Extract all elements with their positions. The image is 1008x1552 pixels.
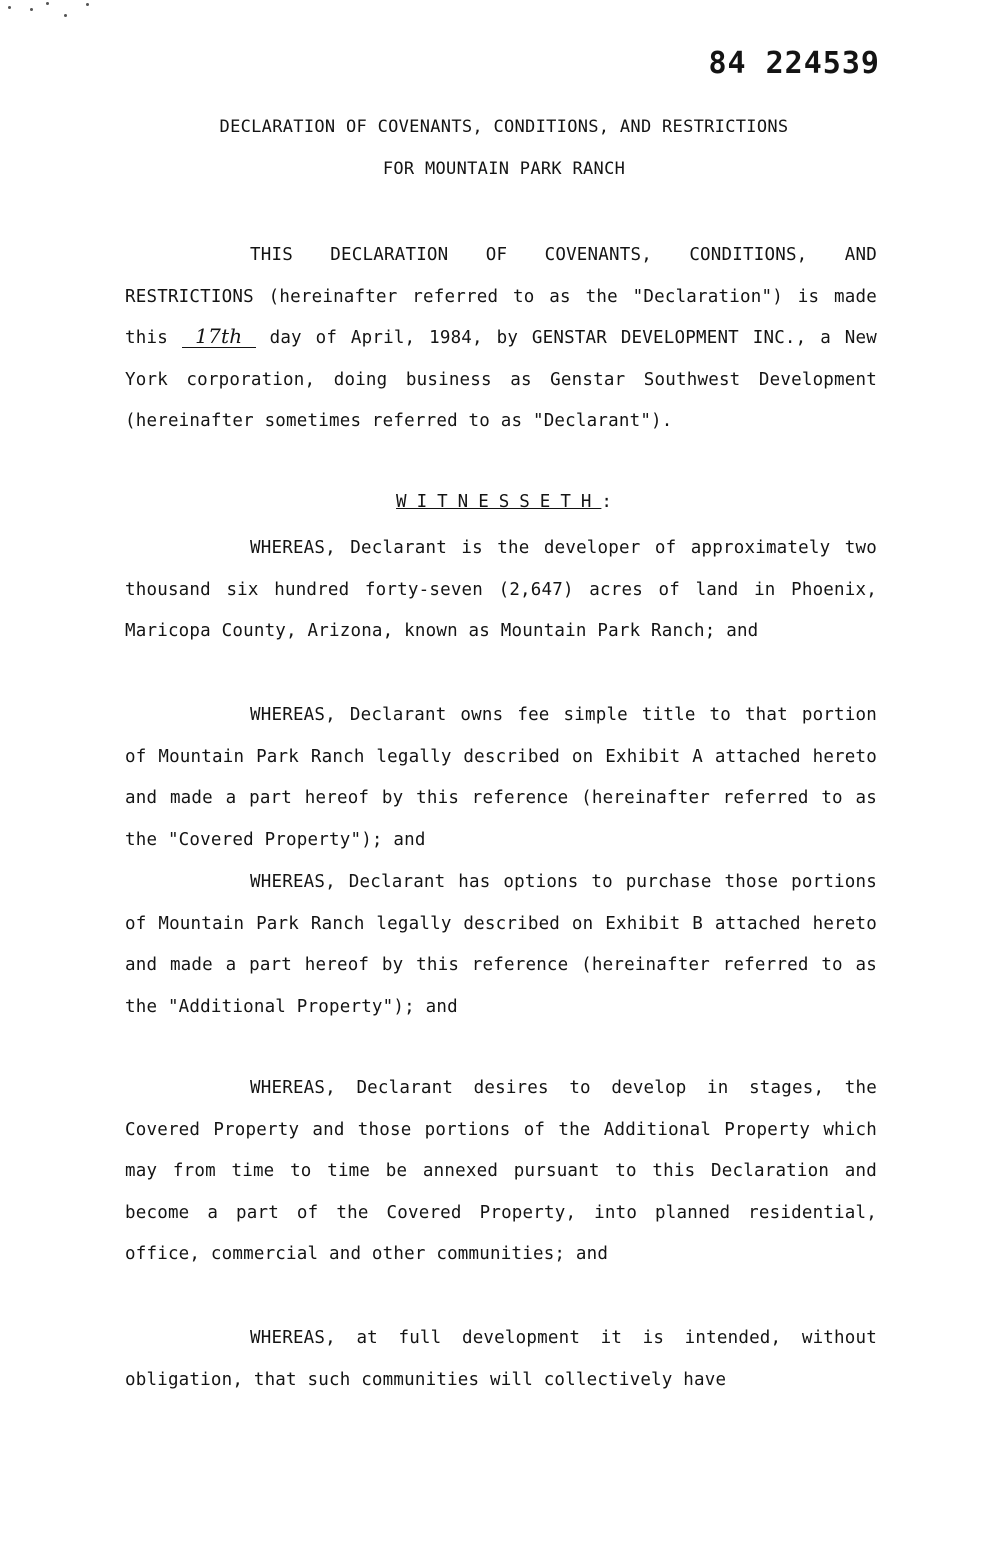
preamble-text-after-date: day of April, 1984, by GENSTAR DEVELOPMENT INC., a New York corporation, doing business as Genstar Southwest Development (hereinafter sometimes referred to as "Declarant"). (125, 328, 877, 431)
recital-paragraph (125, 862, 877, 1028)
witnesseth-colon: : (601, 492, 612, 512)
recital-text: WHEREAS, Declarant has options to purchase those portions of Mountain Park Ranch legally described on Exhibit B attached hereto and made a part hereof by this reference (hereinafter referred to as the "Additional Property"); and (125, 872, 877, 1017)
scan-speck (64, 14, 67, 17)
recital-paragraph (125, 695, 877, 861)
handwritten-date: 17th (182, 325, 256, 348)
recital-text: WHEREAS, Declarant is the developer of approximately two thousand six hundred forty-seven (2,647) acres of land in Phoenix, Maricopa County, Arizona, known as Mountain Park Ranch; and (125, 538, 877, 641)
witnesseth-heading (0, 492, 1008, 512)
recital-paragraph (125, 528, 877, 653)
preamble-text-before-date: THIS DECLARATION OF COVENANTS, CONDITIONS, AND RESTRICTIONS (hereinafter referred to as the "Declaration") is made this (125, 245, 877, 348)
recital-text: WHEREAS, Declarant desires to develop in stages, the Covered Property and those portions of the Additional Property which may from time to time be annexed pursuant to this Declaration and become a part of the Covered Property, into planned residential, office, commercial and other communities; and (125, 1078, 877, 1264)
scan-speck (86, 3, 89, 6)
recital-paragraph (125, 1068, 877, 1276)
scan-speck (8, 6, 11, 9)
recital-paragraph (125, 1318, 877, 1401)
preamble-paragraph (125, 235, 877, 443)
recital-text: WHEREAS, at full development it is intended, without obligation, that such communities will collectively have (125, 1328, 877, 1390)
document-number: 84 224539 (708, 46, 880, 81)
recital-text: WHEREAS, Declarant owns fee simple title to that portion of Mountain Park Ranch legally described on Exhibit A attached hereto and made a part hereof by this reference (hereinafter referred to as the "Covered Property"); and (125, 705, 877, 850)
scan-speck (46, 2, 49, 5)
scan-speck (30, 8, 33, 11)
witnesseth-word: WITNESSETH (396, 492, 602, 512)
document-title-line-1: DECLARATION OF COVENANTS, CONDITIONS, AND RESTRICTIONS (219, 117, 789, 137)
document-title-line-2: FOR MOUNTAIN PARK RANCH (382, 159, 626, 179)
